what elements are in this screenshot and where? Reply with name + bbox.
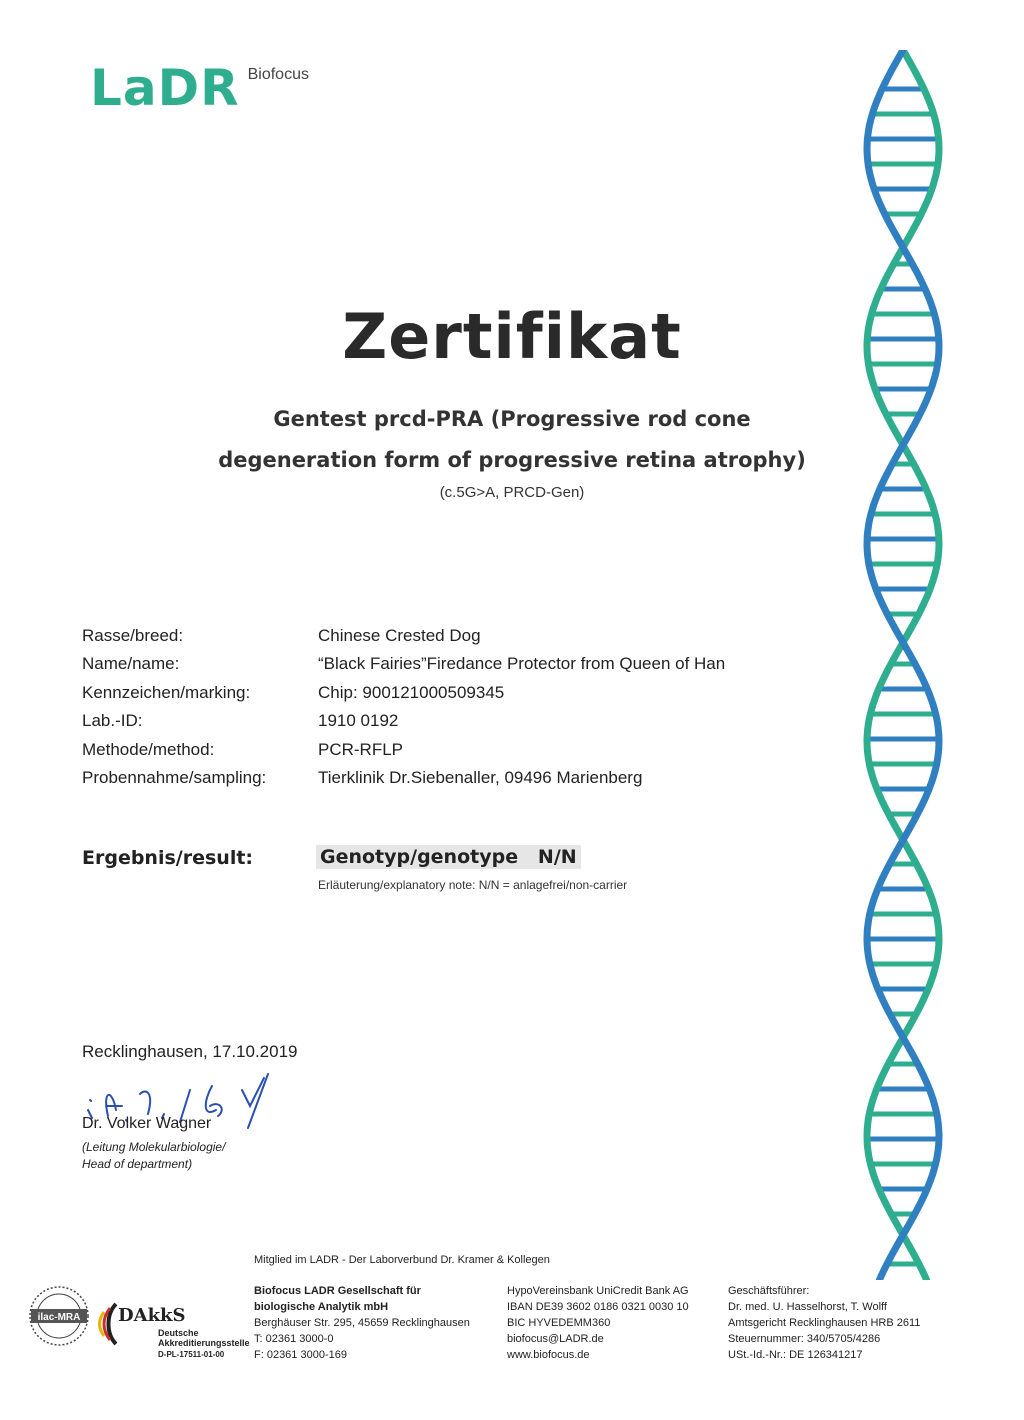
field-label-lab-id: Lab.-ID: (82, 711, 143, 730)
footer-company-column (254, 1283, 470, 1363)
dakks-accreditation-id: D-PL-17511-01-00 (158, 1350, 225, 1359)
footer-iban: IBAN DE39 3602 0186 0321 0030 10 (507, 1301, 689, 1313)
test-title-line-2: degeneration form of progressive retina atrophy) (218, 448, 806, 472)
footer-website: www.biofocus.de (507, 1349, 590, 1361)
footer-phone: T: 02361 3000-0 (254, 1333, 334, 1345)
dna-helix-icon (858, 50, 948, 1280)
field-label-sampling: Probennahme/sampling: (82, 768, 267, 787)
footer-register: Amtsgericht Recklinghausen HRB 2611 (728, 1317, 921, 1329)
footer-management-column (728, 1283, 920, 1363)
signer-name: Dr. Volker Wagner (82, 1115, 212, 1132)
test-title-line-1: Gentest prcd-PRA (Progressive rod cone (273, 407, 751, 431)
field-value-name: “Black Fairies”Firedance Protector from Queen of Han (318, 654, 726, 673)
dakks-subtitle-2: Akkreditierungsstelle (158, 1338, 250, 1348)
footer-company-name-2: biologische Analytik mbH (254, 1301, 389, 1313)
footer-email: biofocus@LADR.de (507, 1333, 604, 1345)
field-value-marking: Chip: 900121000509345 (318, 683, 505, 702)
footer-bank-column (507, 1283, 689, 1363)
place-date: Recklinghausen, 17.10.2019 (82, 1042, 298, 1061)
footer-bank-name: HypoVereinsbank UniCredit Bank AG (507, 1285, 689, 1297)
test-gene-detail: (c.5G>A, PRCD-Gen) (439, 484, 585, 501)
ilac-label: ilac-MRA (37, 1312, 81, 1323)
field-label-breed: Rasse/breed: (82, 626, 184, 645)
field-value-method: PCR-RFLP (318, 740, 404, 759)
result-genotype: Genotyp/genotype N/N (316, 845, 581, 869)
dakks-name: DAkkS (118, 1305, 186, 1326)
certificate-title: Zertifikat (342, 300, 682, 373)
footer-fax: F: 02361 3000-169 (254, 1349, 347, 1361)
footer-vat-id: USt.-Id.-Nr.: DE 126341217 (728, 1349, 863, 1361)
signer-role-line-2: Head of department) (82, 1157, 193, 1171)
result-explanatory-note: Erläuterung/explanatory note: N/N = anlagefrei/non-carrier (318, 878, 628, 892)
field-value-lab-id: 1910 0192 (318, 711, 399, 730)
footer-managers: Dr. med. U. Hasselhorst, T. Wolff (728, 1301, 887, 1313)
footer-bic: BIC HYVEDEMM360 (507, 1317, 611, 1329)
field-value-breed: Chinese Crested Dog (318, 626, 481, 645)
field-label-name: Name/name: (82, 654, 180, 673)
footer-address: Berghäuser Str. 295, 45659 Recklinghausen (254, 1317, 470, 1329)
ladr-biofocus-logo (90, 60, 309, 116)
footer-tax-number: Steuernummer: 340/5705/4286 (728, 1333, 881, 1345)
footer-company-name-1: Biofocus LADR Gesellschaft für (254, 1285, 421, 1297)
footer-management-label: Geschäftsführer: (728, 1285, 810, 1297)
signer-role-line-1: (Leitung Molekularbiologie/ (82, 1140, 226, 1154)
footer-membership: Mitglied im LADR - Der Laborverbund Dr. Kramer & Kollegen (254, 1254, 550, 1266)
logo-biofocus-text: Biofocus (247, 66, 309, 83)
field-label-method: Methode/method: (82, 740, 215, 759)
field-value-sampling: Tierklinik Dr.Siebenaller, 09496 Marienberg (318, 768, 643, 787)
result-label: Ergebnis/result: (82, 847, 254, 869)
ilac-mra-seal-icon (28, 1285, 90, 1347)
dakks-subtitle-1: Deutsche (158, 1328, 199, 1338)
field-label-marking: Kennzeichen/marking: (82, 683, 251, 702)
logo-ladr-text: LaDR (90, 59, 240, 117)
